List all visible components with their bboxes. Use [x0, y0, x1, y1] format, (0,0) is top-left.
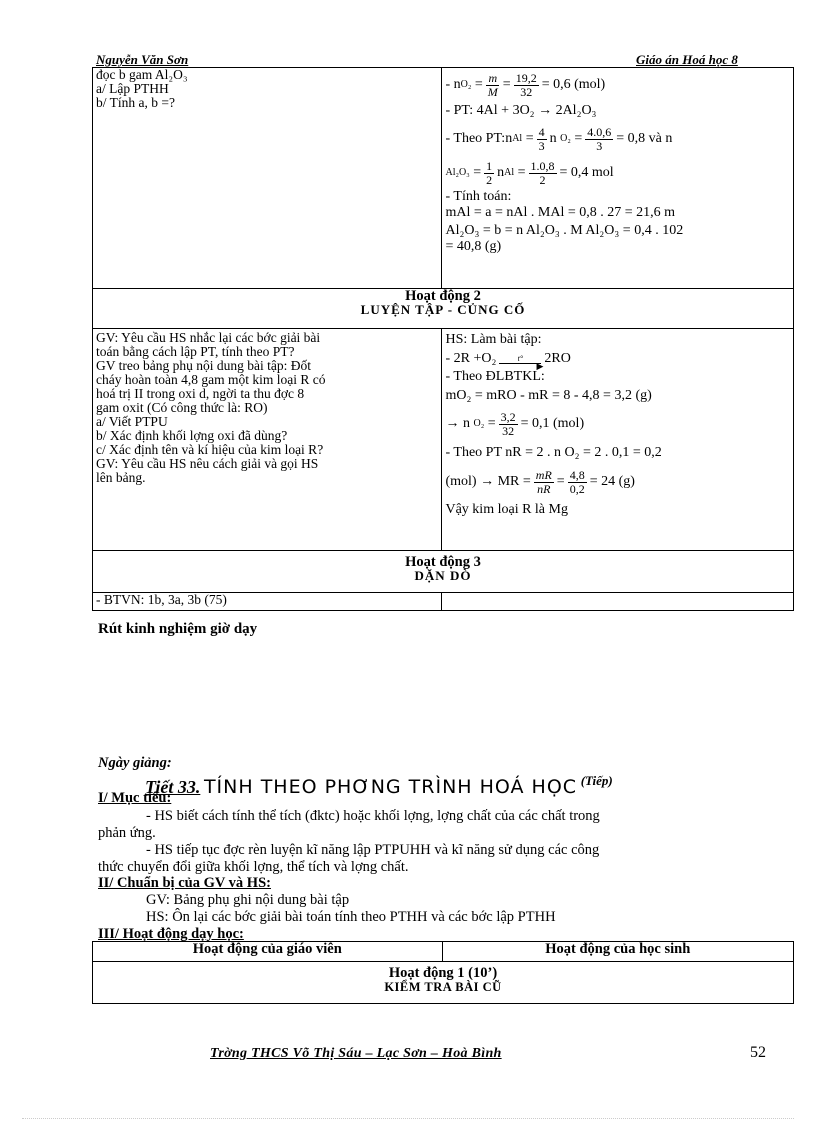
problem-cell — [93, 68, 442, 289]
teacher-activity-cell — [93, 329, 442, 551]
calc-line: Al₂O₃ = b = n Al₂O₃ . M Al₂O₃ = 0,4 . 102 — [445, 223, 684, 238]
student-line: HS: Làm bài tập: — [445, 332, 542, 347]
fraction: $\frac{4,8}{0,2}$ — [569, 467, 585, 496]
activity-1-heading — [93, 962, 794, 1004]
fraction: $\frac{19,2}{32}$ — [515, 70, 537, 99]
activity-subtitle: KIỂM TRA BÀI CŨ — [384, 980, 502, 994]
teacher-line: b/ Xác định khối lợng oxi đã dùng? — [96, 428, 288, 443]
date-label: Ngày giảng: — [98, 755, 172, 771]
eq-molar-mass: (mol) → MR = $\frac{mR}{nR}$ = $\frac{4,8}{0,2}$ = 24 (g) — [445, 467, 635, 496]
teacher-line: cháy hoàn toàn 4,8 gam một kim loại R có — [96, 372, 326, 387]
eq-moles-o2-r: → n O₂ = $\frac{3,2}{32}$ = 0,1 (mol) — [445, 409, 585, 438]
header-author: Nguyễn Văn Sơn — [96, 52, 189, 67]
eq-moles-al2o3: Al₂O₃ = $\frac{1}{2}$ n Al = $\frac{1.0,8}{2}$ = 0,4 mol — [445, 158, 614, 187]
teacher-line: gam oxit (Có công thức là: RO) — [96, 400, 268, 415]
teacher-line: lên bảng. — [96, 470, 146, 485]
eq-reaction-r: - 2R +O₂ t° ▶ 2RO — [445, 351, 571, 371]
lesson-table-top — [92, 67, 794, 611]
fraction: $\frac{1}{2}$ — [486, 158, 493, 187]
activity-3-heading — [93, 551, 794, 593]
activity-title: Hoạt động 3 — [405, 554, 481, 570]
page-number: 52 — [750, 1044, 766, 1061]
teacher-line: hoá trị II trong oxi d, ngời ta thu đợc 8 — [96, 386, 305, 401]
page-bottom-divider — [22, 1118, 794, 1119]
col-header-student: Hoạt động của học sinh — [442, 942, 794, 962]
arrow-icon: t° ▶ — [499, 355, 541, 364]
eq-moles-al: - Theo PT:n Al = $\frac{4}{3}$ n O₂ = $\frac{4.0,6}{3}$ = 0,8 và n — [445, 124, 673, 153]
student-conclusion: Vậy kim loại R là Mg — [445, 502, 568, 517]
footer-school: Trờng THCS Võ Thị Sáu – Lạc Sơn – Hoà Bình — [210, 1046, 502, 1061]
objective-line: phản ứng. — [98, 825, 156, 841]
teacher-line: GV treo bảng phụ nội dung bài tập: Đốt — [96, 358, 311, 373]
activity-2-heading — [93, 289, 794, 329]
lesson-number: Tiết 33. — [145, 777, 201, 797]
fraction: $\frac{4}{3}$ — [538, 124, 545, 153]
fraction: $\frac{mR}{nR}$ — [535, 467, 552, 496]
objective-line: thức chuyển đổi giữa khối lợng, thể tích và lợng chất. — [98, 859, 409, 875]
teacher-line: c/ Xác định tên và kí hiệu của kim loại R? — [96, 442, 324, 457]
teacher-line: toán bằng cách lập PT, tính theo PT? — [96, 344, 295, 359]
student-line: - Theo ĐLBTKL: — [445, 369, 545, 384]
activity-title: Hoạt động 1 (10’) — [388, 965, 498, 981]
eq-reaction: - PT: 4Al + 3O₂ → 2Al₂O₃ — [445, 103, 597, 118]
experience-heading: Rút kinh nghiệm giờ dạy — [98, 621, 258, 637]
activity-subtitle: DẶN DÒ — [414, 568, 472, 583]
fraction: $\frac{3,2}{32}$ — [500, 409, 516, 438]
problem-line: đọc b gam Al₂O₃ — [96, 67, 188, 82]
teacher-line: GV: Yêu cầu HS nhắc lại các bớc giải bài — [96, 330, 321, 345]
problem-line: a/ Lập PTHH — [96, 81, 169, 96]
preparation-line: HS: Ôn lại các bớc giải bài toán tính theo PTHH và các bớc lập PTHH — [146, 909, 556, 925]
student-activity-cell — [442, 329, 794, 551]
objectives-heading: I/ Mục tiêu: — [98, 790, 172, 806]
activity-subtitle: LUYỆN TẬP - CỦNG CỐ — [360, 302, 526, 317]
student-line: - Theo PT nR = 2 . n O₂ = 2 . 0,1 = 0,2 — [445, 445, 662, 460]
homework-empty-cell — [442, 593, 794, 611]
lesson-tag: (Tiếp) — [580, 773, 613, 788]
calc-label: - Tính toán: — [445, 189, 512, 204]
teacher-line: a/ Viết PTPU — [96, 414, 168, 429]
calc-line: mAl = a = nAl . MAl = 0,8 . 27 = 21,6 m — [445, 205, 676, 220]
col-header-teacher: Hoạt động của giáo viên — [93, 942, 443, 962]
calc-line: = 40,8 (g) — [445, 239, 502, 254]
lesson-table-bottom — [92, 941, 794, 1004]
fraction: $\frac{4.0,6}{3}$ — [587, 124, 612, 153]
preparation-heading: II/ Chuẩn bị của GV và HS: — [98, 875, 271, 891]
fraction: $\frac{1.0,8}{2}$ — [530, 158, 555, 187]
teacher-line: GV: Yêu cầu HS nêu cách giải và gọi HS — [96, 456, 319, 471]
lesson-title — [145, 773, 613, 797]
objective-line: - HS tiếp tục đợc rèn luyện kĩ năng lập PTPUHH và kĩ năng sử dụng các công — [146, 842, 600, 858]
homework-cell: - BTVN: 1b, 3a, 3b (75) — [93, 593, 442, 611]
solution-cell — [442, 68, 794, 289]
student-line: mO₂ = mRO - mR = 8 - 4,8 = 3,2 (g) — [445, 388, 652, 403]
activity-title: Hoạt động 2 — [405, 288, 481, 304]
activities-heading: III/ Hoạt động dạy học: — [98, 926, 244, 942]
problem-line: b/ Tính a, b =? — [96, 95, 175, 110]
preparation-line: GV: Bảng phụ ghi nội dung bài tập — [146, 892, 350, 908]
objective-line: - HS biết cách tính thể tích (đktc) hoặc khối lợng, lợng chất của các chất trong — [146, 808, 600, 824]
fraction: $\frac{m}{M}$ — [487, 70, 498, 99]
eq-moles-o2: - n O₂ = $\frac{m}{M}$ = $\frac{19,2}{32}$ = 0,6 (mol) — [445, 70, 606, 99]
header-subject: Giáo án Hoá học 8 — [636, 52, 738, 67]
lesson-name: TÍNH THEO PHƠNG TRÌNH HOÁ HỌC — [203, 776, 578, 798]
